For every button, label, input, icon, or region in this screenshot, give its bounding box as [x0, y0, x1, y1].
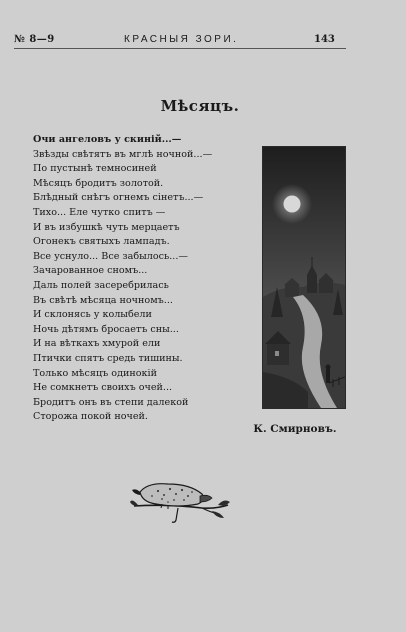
poem-line: Ночь дѣтямъ бросаетъ сны... [33, 323, 179, 335]
night-village-moon-illustration [262, 146, 346, 409]
poem-line: Бродитъ онъ въ степи далекой [33, 396, 189, 408]
issue-number: № 8—9 [14, 34, 55, 45]
poem-line: Все уснуло... Все забылось...— [33, 250, 188, 262]
poem-line: Въ свѣтѣ мѣсяца ночномъ... [33, 294, 173, 306]
poem-line: И склонясь у колыбели [33, 309, 152, 321]
poem-line: Не сомкнетъ своихъ очей... [33, 382, 173, 394]
poem-line: Зачарованное сномъ... [33, 265, 148, 277]
poem-body [33, 133, 248, 425]
poem-line: Сторожа покой ночей. [33, 411, 148, 423]
poem-line: Огонекъ святыхъ лампадъ. [33, 236, 170, 248]
poem-line: И на вѣткахъ хмурой ели [33, 338, 161, 350]
poem-author: К. Смирновъ. [253, 423, 337, 435]
poem-line: Тихо... Еле чутко спитъ — [33, 206, 166, 218]
page-number: 143 [314, 34, 335, 45]
poem-line: И въ избушкѣ чуть мерцаетъ [33, 221, 180, 233]
poem-line: Птички спятъ средь тишины. [33, 352, 183, 364]
poem-line: Только мѣсяцъ одинокiй [33, 367, 158, 379]
poem-line: Звѣзды свѣтятъ въ мглѣ ночной...— [33, 148, 213, 160]
poem-line: Блѣдный снѣгъ огнемъ сiнетъ...— [33, 192, 204, 204]
sleeping-bird-ornament [128, 478, 232, 524]
poem-line: Даль полей засеребрилась [33, 279, 169, 291]
poem-line: По пустынѣ темносиней [33, 163, 157, 175]
header-rule [14, 48, 346, 49]
poem-line: Мѣсяцъ бродитъ золотой. [33, 177, 164, 189]
sleeping-bird-icon [128, 478, 232, 524]
night-village-moon-icon [263, 147, 345, 408]
poem-title: Мѣсяцъ. [160, 97, 240, 115]
journal-title: КРАСНЫЯ ЗОРИ. [124, 34, 239, 45]
poem-line: Очи ангеловъ у скиній...— [33, 134, 182, 145]
running-header [14, 34, 348, 48]
